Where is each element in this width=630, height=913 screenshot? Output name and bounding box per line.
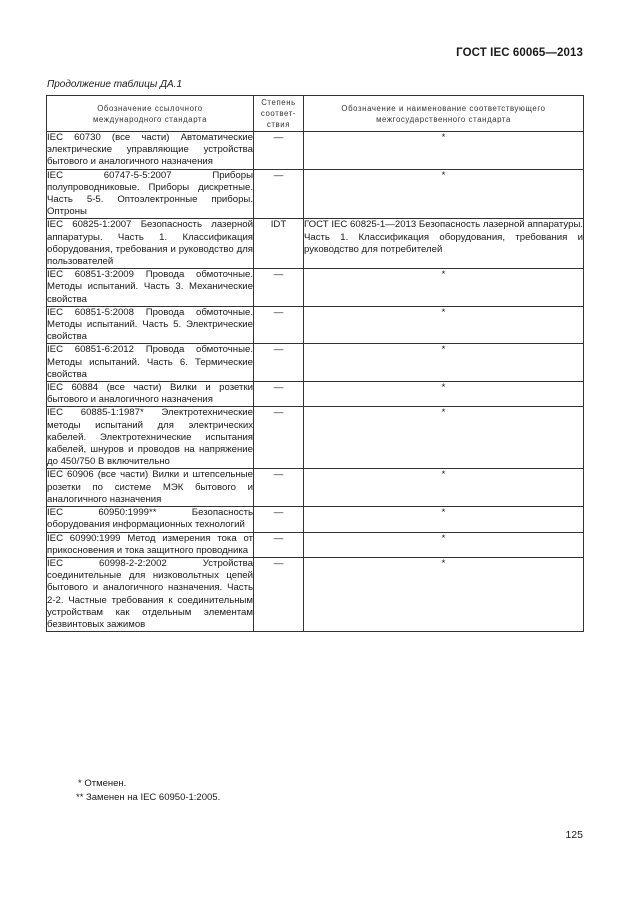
cell-degree: —	[254, 132, 304, 170]
cell-national-standard: *	[304, 407, 584, 469]
table-row	[47, 344, 584, 382]
table-row	[47, 269, 584, 307]
table-row	[47, 507, 584, 532]
cell-degree: —	[254, 344, 304, 382]
footnote: * Отменен.	[78, 778, 127, 789]
table-row	[47, 306, 584, 344]
cell-ref-standard: IEC 60885-1:1987* Электротехнические методы испытаний для электрических кабелей. Электротехнические испытания кабелей, шнуров и проводов на напряжение до 450/750 В включительно	[47, 407, 253, 468]
cell-ref-standard: IEC 60998-2-2:2002 Устройства соединительные для низковольтных цепей бытового и аналогичного назначения. Часть 2-2. Частные требования к соединительным устройствам как отдельным элементам безвинтовых зажимов	[47, 557, 253, 630]
cell-national-standard: *	[304, 306, 584, 344]
cell-ref-standard: IEC 60990:1999 Метод измерения тока от прикосновения и тока защитного проводника	[47, 532, 253, 556]
cell-national-standard: *	[304, 344, 584, 382]
cell-ref-standard: IEC 60851-6:2012 Провода обмоточные. Методы испытаний. Часть 6. Термические свойства	[47, 344, 253, 380]
cell-degree: —	[254, 532, 304, 557]
cell-ref-standard: IEC 60884 (все части) Вилки и розетки бытового и аналогичного назначения	[47, 382, 253, 406]
table-row	[47, 169, 584, 219]
cell-degree: —	[254, 469, 304, 507]
cell-national-standard: *	[304, 269, 584, 307]
cell-degree: —	[254, 557, 304, 631]
cell-national-standard: *	[304, 557, 584, 631]
cell-ref-standard: IEC 60851-3:2009 Провода обмоточные. Методы испытаний. Часть 3. Механические свойства	[47, 269, 253, 305]
table-caption: Продолжение таблицы ДА.1	[47, 79, 183, 90]
cell-ref-standard: IEC 60825-1:2007 Безопасность лазерной аппаратуры. Часть 1. Классификация оборудования, требования и руководство для пользователей	[47, 219, 253, 268]
document-header-title: ГОСТ IEC 60065—2013	[456, 47, 583, 59]
cell-national-standard: *	[304, 169, 584, 219]
cell-degree: —	[254, 382, 304, 407]
column-header-national: Обозначение и наименование соответствующего межгосударственного стандарта	[304, 96, 584, 132]
footnote: ** Заменен на IEC 60950-1:2005.	[76, 791, 221, 803]
table-row	[47, 532, 584, 557]
cell-national-standard: *	[304, 532, 584, 557]
footnotes	[78, 777, 220, 804]
cell-degree: —	[254, 269, 304, 307]
cell-ref-standard: IEC 60851-5:2008 Провода обмоточные. Методы испытаний. Часть 5. Электрические свойства	[47, 306, 253, 343]
cell-degree: —	[254, 407, 304, 469]
table-row	[47, 219, 584, 269]
cell-degree: —	[254, 169, 304, 219]
cell-national-standard: *	[304, 132, 584, 170]
standards-table	[46, 95, 584, 632]
cell-degree: —	[254, 507, 304, 532]
cell-ref-standard: IEC 60730 (все части) Автоматические электрические управляющие устройства бытового и аналогичного назначения	[47, 132, 253, 168]
table-header-row	[47, 96, 584, 132]
table-row	[47, 469, 584, 507]
table-row	[47, 557, 584, 631]
cell-national-standard: *	[304, 507, 584, 532]
cell-ref-standard: IEC 60950:1999** Безопасность оборудования информационных технологий	[47, 507, 253, 531]
page-number: 125	[565, 829, 583, 841]
cell-ref-standard: IEC 60747-5-5:2007 Приборы полупроводниковые. Приборы дискретные. Часть 5-5. Оптоэлектронные приборы. Оптроны	[47, 169, 253, 218]
column-header-ref: Обозначение ссылочного международного стандарта	[47, 96, 254, 132]
cell-degree: —	[254, 306, 304, 344]
cell-ref-standard: IEC 60906 (все части) Вилки и штепсельные розетки по системе МЭК бытового и аналогичного назначения	[47, 469, 253, 505]
table-row	[47, 407, 584, 469]
table-row	[47, 132, 584, 170]
cell-degree: IDT	[254, 219, 304, 269]
column-header-degree: Степень соответ- ствия	[254, 96, 304, 132]
cell-national-standard: *	[304, 469, 584, 507]
table-row	[47, 382, 584, 407]
cell-national-standard: ГОСТ IEC 60825-1—2013 Безопасность лазерной аппаратуры. Часть 1. Классификация оборудования, требования и руководство для потребителей	[304, 219, 584, 269]
cell-national-standard: *	[304, 382, 584, 407]
